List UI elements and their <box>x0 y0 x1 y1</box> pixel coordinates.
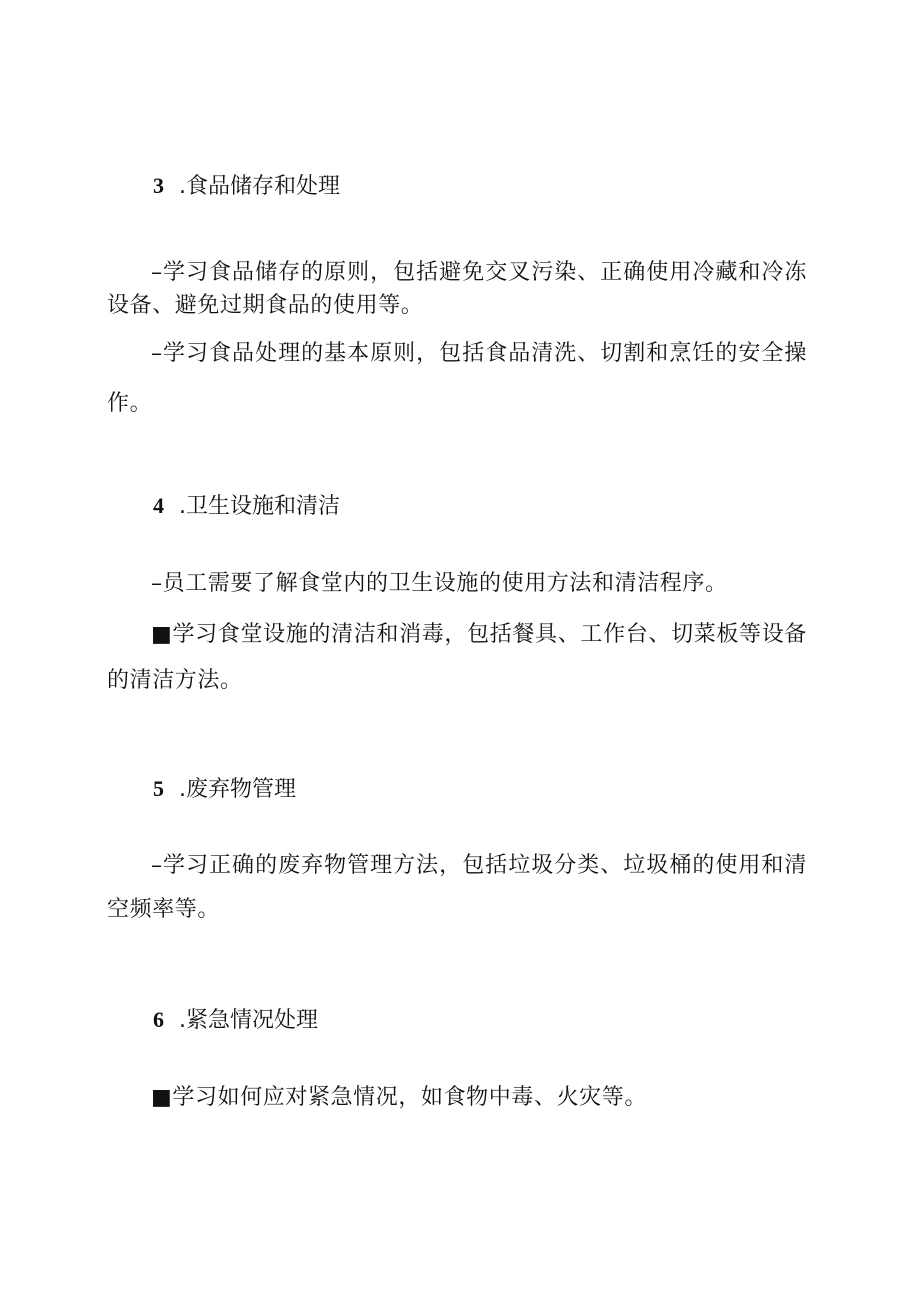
paragraph: ■学习食堂设施的清洁和消毒，包括餐具、工作台、切菜板等设备的清洁方法。 <box>107 622 807 693</box>
section-heading-5 <box>153 774 296 805</box>
section-number: 6 <box>153 1007 164 1032</box>
section-title: .食品储存和处理 <box>179 174 340 199</box>
section-title: .废弃物管理 <box>179 777 296 802</box>
paragraph: ■学习如何应对紧急情况，如食物中毒、火灾等。 <box>151 1085 647 1110</box>
section-heading-6 <box>153 1005 318 1036</box>
section-number: 5 <box>153 776 164 801</box>
section-number: 3 <box>153 173 164 198</box>
paragraph: –员工需要了解食堂内的卫生设施的使用方法和清洁程序。 <box>151 571 728 596</box>
section-heading-4 <box>153 491 340 522</box>
section-title: .卫生设施和清洁 <box>179 494 340 519</box>
paragraph: –学习食品处理的基本原则，包括食品清洗、切割和烹饪的安全操作。 <box>107 341 807 416</box>
section-number: 4 <box>153 493 164 518</box>
paragraph: –学习食品储存的原则，包括避免交叉污染、正确使用冷藏和冷冻设备、避免过期食品的使用等。 <box>107 260 807 318</box>
section-title: .紧急情况处理 <box>179 1008 318 1033</box>
paragraph: –学习正确的废弃物管理方法，包括垃圾分类、垃圾桶的使用和清空频率等。 <box>107 853 807 922</box>
section-heading-3 <box>153 171 340 202</box>
